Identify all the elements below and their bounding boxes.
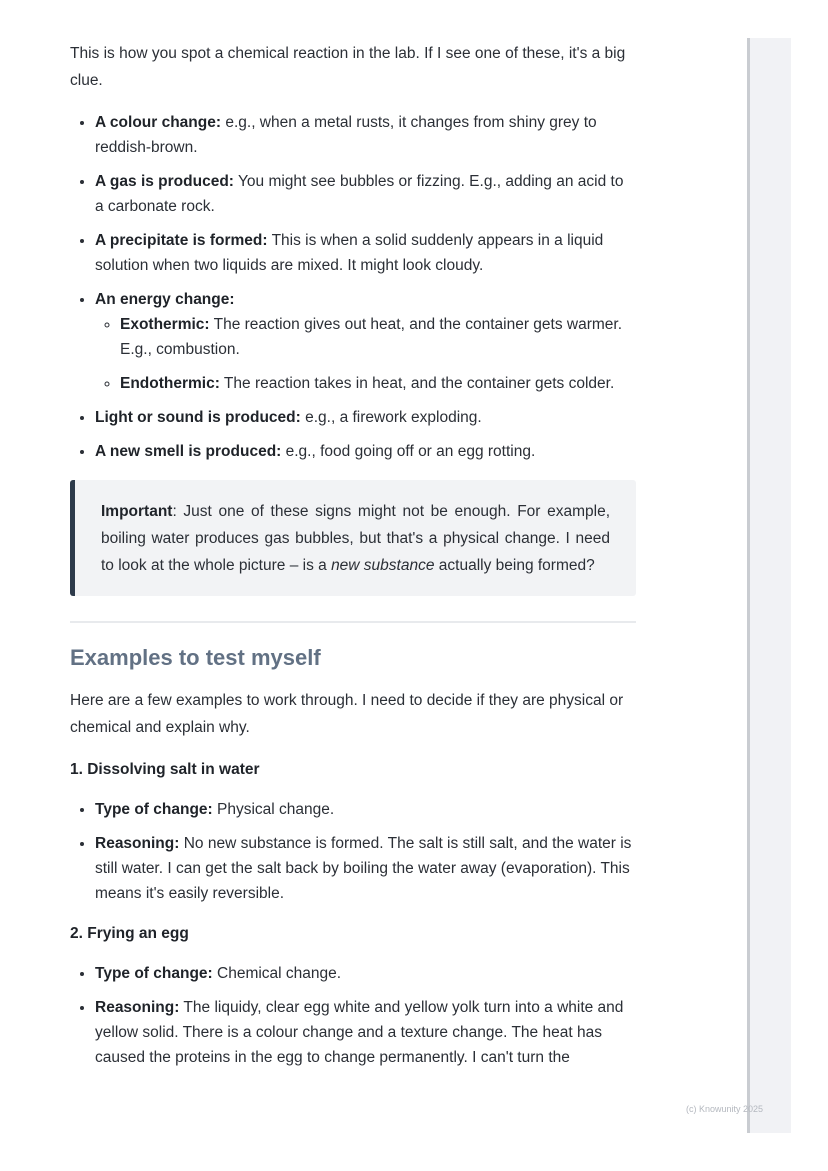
term: Type of change: (95, 965, 213, 982)
term: An energy change: (95, 291, 235, 308)
section-intro: Here are a few examples to work through. I need to decide if they are physical or chemical and explain why. (70, 692, 624, 736)
list-item (120, 312, 636, 362)
term: Type of change: (95, 801, 213, 818)
list-item (95, 169, 636, 219)
term: Endothermic: (120, 375, 220, 392)
description: The reaction gives out heat, and the container gets warmer. E.g., combustion. (120, 316, 623, 358)
description: e.g., a firework exploding. (300, 409, 482, 426)
term: A precipitate is formed: (95, 232, 268, 249)
description: Chemical change. (212, 965, 342, 982)
term: A new smell is produced: (95, 443, 282, 460)
term: Reasoning: (95, 835, 180, 852)
term: Light or sound is produced: (95, 409, 301, 426)
note-emphasis: new substance (331, 557, 435, 574)
signs-list (70, 110, 636, 464)
description: e.g., when a metal rusts, it changes from shiny grey to reddish-brown. (95, 114, 597, 156)
list-item (95, 797, 636, 822)
description: You might see bubbles or fizzing. E.g., adding an acid to a carbonate rock. (95, 173, 624, 215)
section-heading: Examples to test myself (70, 645, 321, 670)
term: A colour change: (95, 114, 222, 131)
example-list (70, 797, 636, 906)
term: Reasoning: (95, 999, 180, 1016)
note-text: actually being formed? (434, 557, 595, 574)
list-item (95, 831, 636, 906)
description: The liquidy, clear egg white and yellow yolk turn into a white and yellow solid. There is a colour change and a texture change. The heat has caused the proteins in the egg to change permanently. I can't turn the (95, 999, 624, 1066)
description: This is when a solid suddenly appears in a liquid solution when two liquids are mixed. It might look cloudy. (95, 232, 604, 274)
term: A gas is produced: (95, 173, 234, 190)
list-item (95, 287, 636, 396)
note-text: : Just one of these signs might not be enough. For example, boiling water produces gas bubbles, but that's a physical change. I need to look at the whole picture – is a (101, 503, 610, 574)
description: e.g., food going off or an egg rotting. (281, 443, 536, 460)
list-item (95, 961, 636, 986)
list-item (95, 110, 636, 160)
list-item (95, 405, 636, 430)
divider (70, 621, 636, 623)
example-title: 2. Frying an egg (70, 925, 189, 942)
intro-paragraph: This is how you spot a chemical reaction in the lab. If I see one of these, it's a big clue. (70, 45, 626, 89)
note-label: Important (101, 503, 173, 520)
side-panel (747, 38, 791, 1133)
energy-sublist (95, 312, 636, 396)
description: Physical change. (212, 801, 335, 818)
list-item (95, 439, 636, 464)
list-item (95, 995, 636, 1070)
important-callout (70, 480, 636, 596)
list-item (95, 228, 636, 278)
description: No new substance is formed. The salt is still salt, and the water is still water. I can get the salt back by boiling the water away (evaporation). This means it's easily reversible. (95, 835, 632, 902)
example-title: 1. Dissolving salt in water (70, 761, 260, 778)
example-list (70, 961, 636, 1070)
document-content (70, 40, 636, 1120)
description: The reaction takes in heat, and the container gets colder. (219, 375, 615, 392)
list-item (120, 371, 636, 396)
watermark: (c) Knowunity 2025 (686, 1104, 764, 1114)
term: Exothermic: (120, 316, 210, 333)
